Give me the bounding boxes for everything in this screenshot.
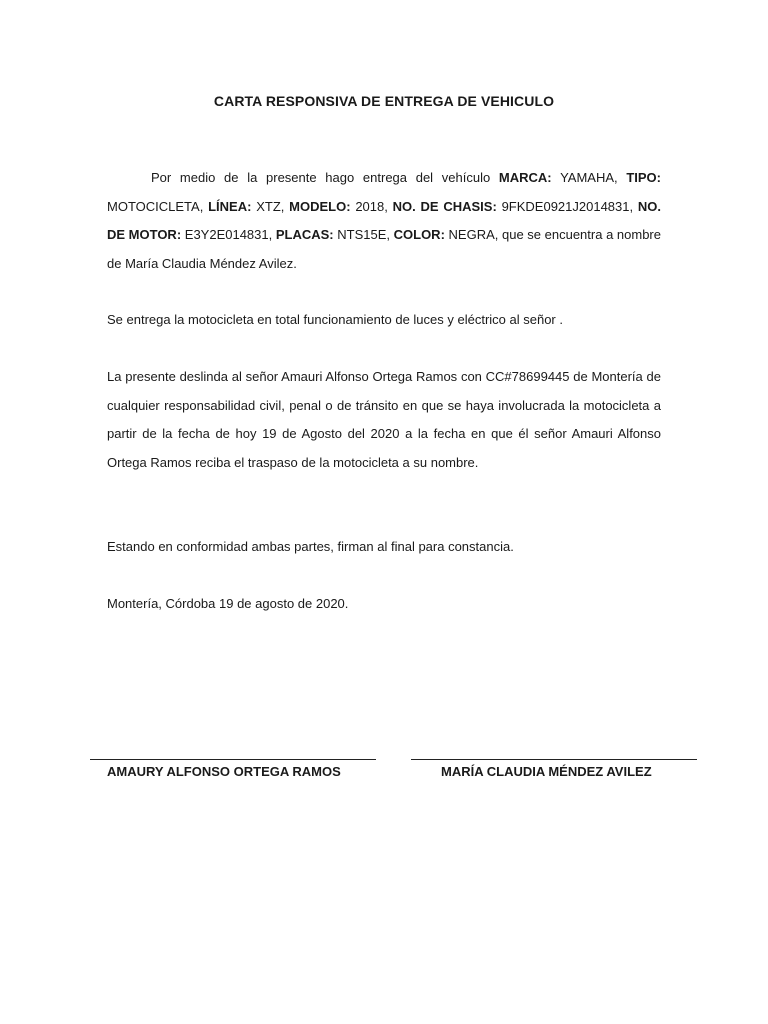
color-label: COLOR: xyxy=(393,227,445,242)
functioning-paragraph: Se entrega la motocicleta en total funcionamiento de luces y eléctrico al señor . xyxy=(107,312,563,327)
linea-value: XTZ, xyxy=(251,198,290,214)
placas-label: PLACAS: xyxy=(275,227,334,242)
marca-value: YAMAHA, xyxy=(551,170,627,185)
linea-label: LÍNEA: xyxy=(208,198,252,214)
chasis-label: NO. DE CHASIS: xyxy=(392,198,497,214)
place-date: Montería, Córdoba 19 de agosto de 2020. xyxy=(107,596,349,611)
modelo-value: 2018, xyxy=(350,198,393,214)
document-title: CARTA RESPONSIVA DE ENTREGA DE VEHICULO xyxy=(213,93,555,109)
motor-label: NO. DE MOTOR: xyxy=(107,198,662,242)
motor-value: E3Y2E014831, xyxy=(181,227,276,242)
agreement-paragraph: Estando en conformidad ambas partes, firman al final para constancia. xyxy=(107,539,514,554)
color-value: NEGRA, que se encuentra a nombre de María Claudia Méndez Avilez. xyxy=(107,227,661,271)
placas-value: NTS15E, xyxy=(333,227,394,242)
modelo-label: MODELO: xyxy=(289,198,351,214)
intro-text: Por medio de la presente hago entrega del vehículo xyxy=(151,170,499,185)
tipo-value: MOTOCICLETA, xyxy=(107,198,209,214)
vehicle-details-paragraph xyxy=(107,164,661,278)
liability-paragraph: La presente deslinda al señor Amauri Alfonso Ortega Ramos con CC#78699445 de Montería de cualquier responsabilidad civil, penal o de tránsito en que se haya involucrada la motocicleta a partir de la fecha de hoy 19 de Agosto del 2020 a la fecha en que él señor Amauri Alfonso Ortega Ramos reciba el traspaso de la motocicleta a su nombre. xyxy=(107,369,661,470)
signature-name-right: MARÍA CLAUDIA MÉNDEZ AVILEZ xyxy=(441,764,652,779)
signature-line-left xyxy=(90,759,376,760)
signature-line-right xyxy=(411,759,697,760)
tipo-label: TIPO: xyxy=(626,170,661,185)
marca-label: MARCA: xyxy=(498,170,552,185)
signature-name-left: AMAURY ALFONSO ORTEGA RAMOS xyxy=(107,764,341,779)
chasis-value: 9FKDE0921J2014831, xyxy=(496,198,638,214)
